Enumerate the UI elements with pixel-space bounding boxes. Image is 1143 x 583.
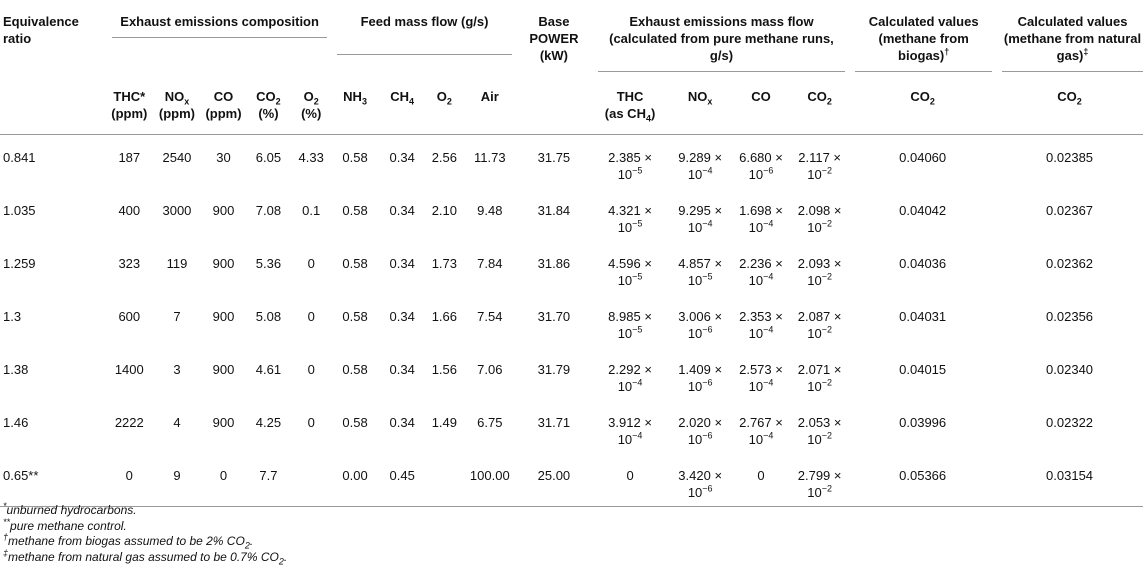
feed-o2-cell: 1.49: [431, 415, 457, 430]
feed-o2-cell: 2.56: [431, 150, 457, 165]
ch4-cell: 0.34: [389, 203, 415, 218]
mf-nox-cell: 3.420 × $10^{-6}$: [678, 468, 723, 500]
air-cell: 7.84: [477, 256, 503, 271]
group-feed-mass-flow: Feed mass flow (g/s): [331, 8, 516, 79]
mf-nox-cell: 4.857 × $10^{-5}$: [678, 256, 723, 288]
mf-co2-cell: 2.799 × $10^{-2}$: [797, 468, 842, 500]
equivalence-ratio-cell: 1.46: [3, 415, 29, 430]
co-cell: 900: [212, 256, 235, 271]
emissions-table: [0, 8, 1143, 507]
ch4-cell: 0.45: [389, 468, 415, 483]
col-thc: THC* (ppm): [111, 89, 148, 121]
o2-cell: 0: [307, 362, 315, 377]
col-mf-thc: THC (as $CH_4$): [604, 89, 656, 124]
co2-cell: 4.25: [255, 415, 282, 430]
mf-co-cell: 0: [757, 468, 765, 483]
table-body: [0, 135, 1143, 507]
footnotes: [3, 503, 287, 565]
col-co: CO (ppm): [205, 89, 242, 121]
col-nox: $NO_x$ (ppm): [158, 89, 195, 121]
feed-o2-cell: 2.10: [431, 203, 457, 218]
table-row: [0, 453, 1143, 507]
table-row: [0, 400, 1143, 453]
nox-cell: 3: [173, 362, 181, 377]
nh3-cell: 0.58: [342, 150, 368, 165]
mf-co-cell: 2.767 × $10^{-4}$: [739, 415, 783, 447]
nox-cell: 3000: [162, 203, 192, 218]
power-cell: 31.70: [537, 309, 571, 324]
co2-cell: 4.61: [255, 362, 282, 377]
nh3-cell: 0.58: [342, 309, 368, 324]
col-base-power: Base POWER (kW): [529, 14, 579, 63]
co2-cell: 6.05: [255, 150, 282, 165]
col-ng-co2: $CO_2$: [1057, 89, 1082, 107]
equivalence-ratio-cell: 1.38: [3, 362, 29, 377]
mf-thc-cell: 0: [626, 468, 634, 483]
o2-cell: 0: [307, 309, 315, 324]
ch4-cell: 0.34: [389, 415, 415, 430]
power-cell: 31.84: [537, 203, 571, 218]
col-ch4: $CH_4$: [390, 89, 415, 107]
co-cell: 900: [212, 362, 235, 377]
nh3-cell: 0.00: [342, 468, 368, 483]
co2-cell: 5.08: [255, 309, 282, 324]
co-cell: 900: [212, 203, 235, 218]
table-row: [0, 135, 1143, 189]
nh3-cell: 0.58: [342, 256, 368, 271]
equivalence-ratio-cell: 0.841: [3, 150, 36, 165]
feed-o2-cell: 1.56: [431, 362, 457, 377]
table-row: [0, 188, 1143, 241]
col-co2: $CO_2$ (%): [256, 89, 281, 121]
equivalence-ratio-cell: 1.259: [3, 256, 36, 271]
col-equivalence-ratio: Equivalence ratio: [3, 14, 79, 46]
col-nh3: $NH_3$: [343, 89, 367, 107]
footnote-thc: *unburned hydrocarbons.: [3, 501, 137, 517]
mf-co-cell: 6.680 × $10^{-6}$: [739, 150, 783, 182]
ch4-cell: 0.34: [389, 362, 415, 377]
ng-co2-cell: 0.02356: [1046, 309, 1094, 324]
mf-nox-cell: 9.295 × $10^{-4}$: [678, 203, 723, 235]
equivalence-ratio-cell: 1.3: [3, 309, 22, 324]
equivalence-ratio-cell: 0.65**: [3, 468, 39, 483]
ng-co2-cell: 0.02362: [1046, 256, 1094, 271]
ch4-cell: 0.34: [389, 256, 415, 271]
nox-cell: 7: [173, 309, 181, 324]
nh3-cell: 0.58: [342, 415, 368, 430]
nox-cell: 119: [166, 256, 188, 271]
nox-cell: 4: [173, 415, 181, 430]
group-exhaust-mass-flow: Exhaust emissions mass flow (calculated from pure methane runs, g/s): [592, 8, 850, 79]
mf-co2-cell: 2.117 × $10^{-2}$: [798, 150, 842, 182]
air-cell: 6.75: [477, 415, 503, 430]
mf-co-cell: 1.698 × $10^{-4}$: [739, 203, 783, 235]
co2-cell: 5.36: [255, 256, 282, 271]
co-cell: 900: [212, 309, 235, 324]
mf-nox-cell: 3.006 × $10^{-6}$: [678, 309, 723, 341]
ng-co2-cell: 0.02322: [1046, 415, 1094, 430]
mf-co2-cell: 2.093 × $10^{-2}$: [797, 256, 842, 288]
thc-cell: 0: [125, 468, 133, 483]
footnote-biogas: †methane from biogas assumed to be 2% $CO_2$.: [3, 532, 254, 551]
power-cell: 31.79: [537, 362, 571, 377]
mf-thc-cell: 3.912 × $10^{-4}$: [608, 415, 652, 447]
mf-co-cell: 2.236 × $10^{-4}$: [739, 256, 783, 288]
air-cell: 11.73: [474, 150, 506, 165]
feed-o2-cell: [425, 453, 463, 507]
co2-cell: 7.08: [255, 203, 282, 218]
power-cell: 31.75: [537, 150, 571, 165]
bio-co2-cell: 0.04036: [899, 256, 947, 271]
group-calc-natgas: Calculated values (methane from natural gas)‡: [996, 8, 1143, 79]
mf-thc-cell: 4.321 × $10^{-5}$: [608, 203, 652, 235]
mf-co-cell: 2.573 × $10^{-4}$: [739, 362, 783, 394]
col-mf-co2: $CO_2$: [807, 89, 832, 107]
nh3-cell: 0.58: [342, 362, 368, 377]
o2-cell: [291, 453, 331, 507]
feed-o2-cell: 1.73: [431, 256, 457, 271]
thc-cell: 2222: [114, 415, 144, 430]
o2-cell: 0: [307, 256, 315, 271]
mf-thc-cell: 2.385 × $10^{-5}$: [608, 150, 652, 182]
power-cell: 25.00: [537, 468, 571, 483]
table-header: [0, 8, 1143, 135]
col-o2: $O_2$ (%): [301, 89, 322, 121]
o2-cell: 0: [307, 415, 315, 430]
co-cell: 900: [212, 415, 235, 430]
nox-cell: 9: [173, 468, 181, 483]
table-row: [0, 241, 1143, 294]
ch4-cell: 0.34: [389, 309, 415, 324]
air-cell: 9.48: [477, 203, 503, 218]
nox-cell: 2540: [162, 150, 192, 165]
bio-co2-cell: 0.04042: [899, 203, 947, 218]
group-calc-biogas: Calculated values (methane from biogas)†: [849, 8, 996, 79]
table-row: [0, 294, 1143, 347]
table-row: [0, 347, 1143, 400]
ng-co2-cell: 0.02385: [1046, 150, 1094, 165]
col-mf-nox: $NO_x$: [687, 89, 713, 107]
col-air: Air: [480, 89, 499, 104]
power-cell: 31.71: [537, 415, 571, 430]
bio-co2-cell: 0.04060: [899, 150, 947, 165]
co-cell: 0: [219, 468, 228, 483]
mf-thc-cell: 8.985 × $10^{-5}$: [608, 309, 652, 341]
mf-co2-cell: 2.071 × $10^{-2}$: [797, 362, 842, 394]
power-cell: 31.86: [537, 256, 571, 271]
mf-co2-cell: 2.098 × $10^{-2}$: [797, 203, 842, 235]
group-exhaust-composition: Exhaust emissions composition: [106, 8, 331, 79]
feed-o2-cell: 1.66: [431, 309, 457, 324]
co2-cell: 7.7: [259, 468, 278, 483]
ng-co2-cell: 0.03154: [1046, 468, 1094, 483]
ng-co2-cell: 0.02340: [1046, 362, 1094, 377]
bio-co2-cell: 0.03996: [899, 415, 947, 430]
air-cell: 100.00: [469, 468, 510, 483]
mf-co2-cell: 2.053 × $10^{-2}$: [797, 415, 842, 447]
thc-cell: 1400: [114, 362, 144, 377]
equivalence-ratio-cell: 1.035: [3, 203, 36, 218]
mf-nox-cell: 9.289 × $10^{-4}$: [678, 150, 723, 182]
mf-thc-cell: 4.596 × $10^{-5}$: [608, 256, 652, 288]
col-feed-o2: $O_2$: [436, 89, 452, 107]
bio-co2-cell: 0.05366: [899, 468, 947, 483]
col-mf-co: CO: [751, 89, 771, 104]
ch4-cell: 0.34: [389, 150, 415, 165]
ng-co2-cell: 0.02367: [1046, 203, 1094, 218]
air-cell: 7.54: [477, 309, 503, 324]
o2-cell: 4.33: [298, 150, 324, 165]
bio-co2-cell: 0.04015: [899, 362, 947, 377]
mf-thc-cell: 2.292 × $10^{-4}$: [608, 362, 652, 394]
col-bio-co2: $CO_2$: [910, 89, 935, 107]
mf-nox-cell: 2.020 × $10^{-6}$: [678, 415, 723, 447]
mf-co-cell: 2.353 × $10^{-4}$: [739, 309, 783, 341]
co-cell: 30: [216, 150, 231, 165]
bio-co2-cell: 0.04031: [899, 309, 947, 324]
thc-cell: 400: [118, 203, 141, 218]
mf-co2-cell: 2.087 × $10^{-2}$: [797, 309, 842, 341]
air-cell: 7.06: [477, 362, 503, 377]
thc-cell: 600: [118, 309, 141, 324]
thc-cell: 323: [118, 256, 141, 271]
footnote-natgas: ‡methane from natural gas assumed to be 0.7% $CO_2$.: [3, 547, 288, 566]
mf-nox-cell: 1.409 × $10^{-6}$: [678, 362, 723, 394]
o2-cell: 0.1: [302, 203, 321, 218]
thc-cell: 187: [118, 150, 141, 165]
nh3-cell: 0.58: [342, 203, 368, 218]
footnote-control: **pure methane control.: [3, 516, 127, 533]
